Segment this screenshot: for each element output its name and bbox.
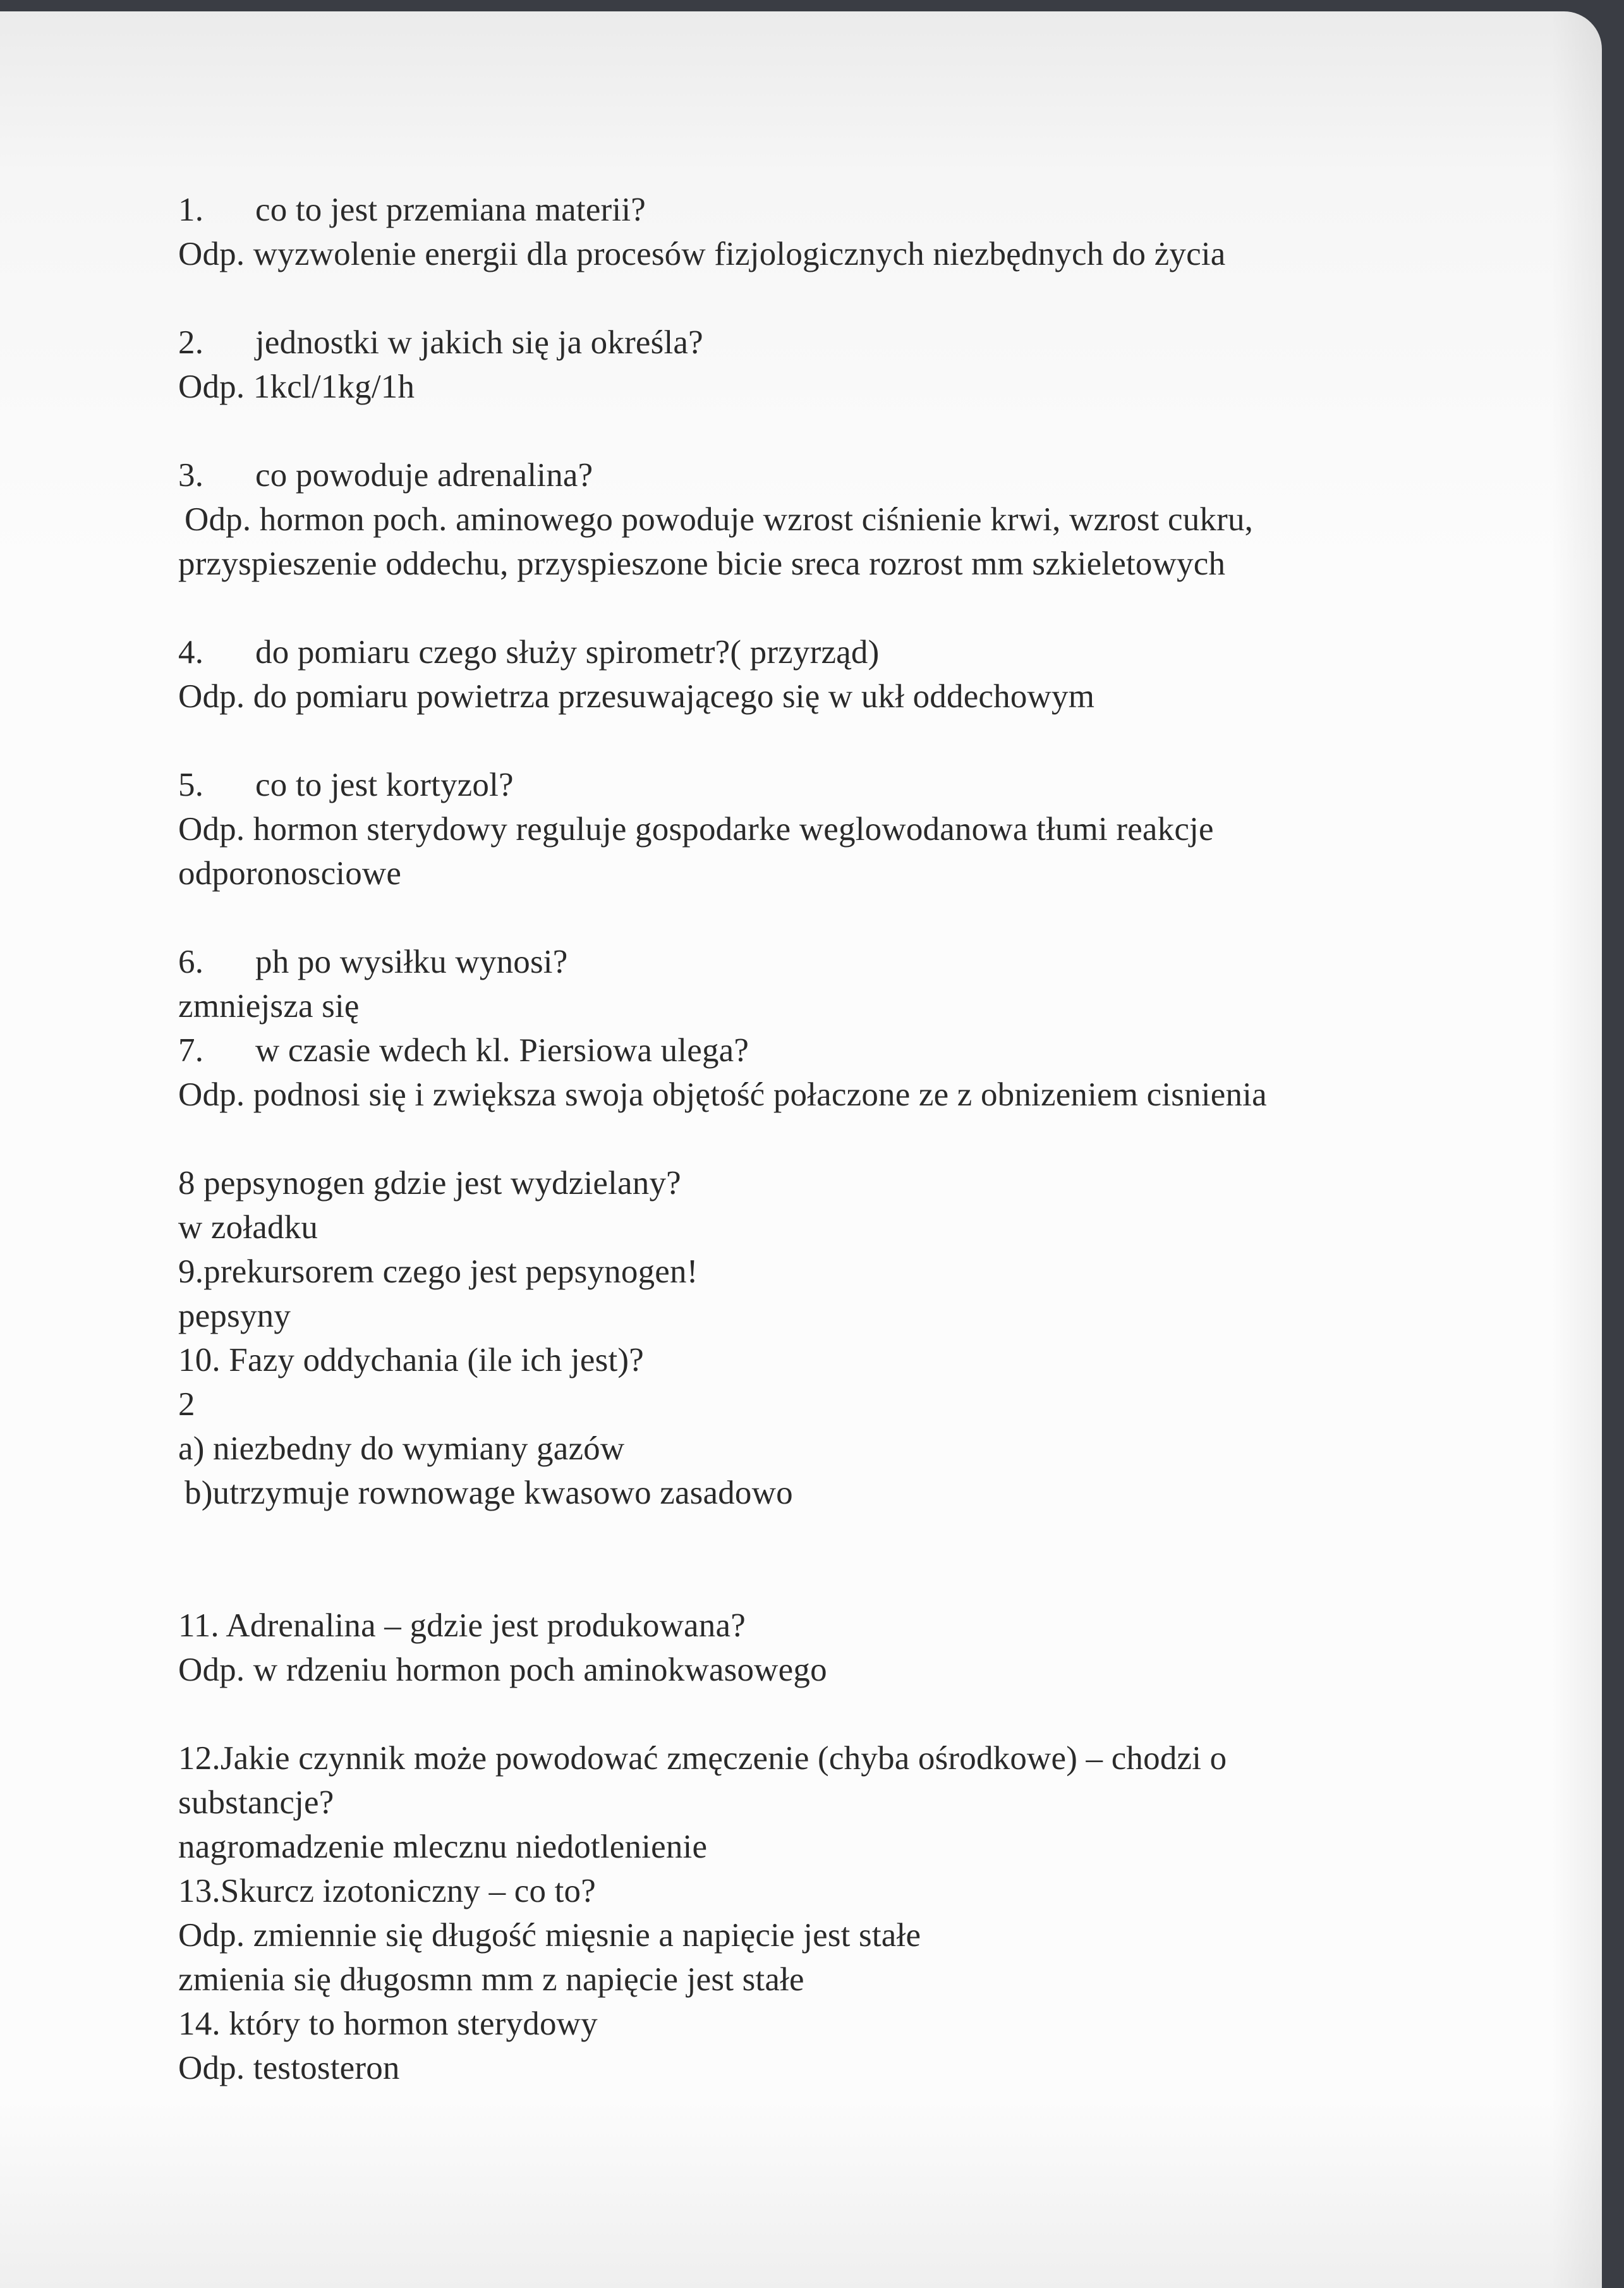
q4-question: [178, 632, 879, 672]
question-number: 5.: [178, 767, 204, 803]
q9-answer: pepsyny: [178, 1298, 291, 1334]
question-text: ph po wysiłku wynosi?: [255, 944, 568, 980]
q10-question: 10. Fazy oddychania (ile ich jest)?: [178, 1342, 644, 1378]
question-number: 3.: [178, 457, 204, 494]
q1-answer: Odp. wyzwolenie energii dla procesów fizjologicznych niezbędnych do życia: [178, 236, 1226, 272]
q13-answer-alt: zmienia się długosmn mm z napięcie jest stałe: [178, 1961, 804, 1998]
question-number: 6.: [178, 944, 204, 980]
q12-question-cont: substancje?: [178, 1784, 334, 1821]
q9-question: 9.prekursorem czego jest pepsynogen!: [178, 1253, 698, 1290]
q6-answer: zmniejsza się: [178, 988, 360, 1025]
question-number: 1.: [178, 192, 204, 228]
q3-question: [178, 455, 593, 496]
q11-answer: Odp. w rdzeniu hormon poch aminokwasowego: [178, 1652, 827, 1688]
q10-answer-a: a) niezbedny do wymiany gazów: [178, 1430, 625, 1467]
q7-question: [178, 1030, 749, 1071]
q11-question: 11. Adrenalina – gdzie jest produkowana?: [178, 1607, 746, 1644]
question-number: 2.: [178, 324, 204, 361]
question-text: w czasie wdech kl. Piersiowa ulega?: [255, 1032, 749, 1069]
question-number: 4.: [178, 634, 204, 671]
q12-answer: nagromadzenie mlecznu niedotlenienie: [178, 1829, 708, 1865]
question-text: co to jest przemiana materii?: [255, 192, 646, 228]
q6-question: [178, 942, 567, 982]
q8-answer: w zoładku: [178, 1209, 318, 1246]
q5-question: [178, 765, 514, 805]
scanned-page: [0, 11, 1602, 2288]
q7-answer: Odp. podnosi się i zwiększa swoja objętość połaczone ze z obnizeniem cisnienia: [178, 1076, 1267, 1113]
q1-question: [178, 190, 646, 230]
q5-answer: Odp. hormon sterydowy reguluje gospodarke weglowodanowa tłumi reakcje: [178, 811, 1214, 848]
q2-answer: Odp. 1kcl/1kg/1h: [178, 368, 415, 405]
q3-answer-cont: przyspieszenie oddechu, przyspieszone bicie sreca rozrost mm szkieletowych: [178, 545, 1226, 582]
q3-answer: Odp. hormon poch. aminowego powoduje wzrost ciśnienie krwi, wzrost cukru,: [185, 501, 1254, 538]
question-text: jednostki w jakich się ja określa?: [255, 324, 703, 361]
q4-answer: Odp. do pomiaru powietrza przesuwającego się w ukł oddechowym: [178, 678, 1095, 715]
q2-question: [178, 322, 703, 363]
q5-answer-cont: odporonosciowe: [178, 855, 402, 892]
question-text: co to jest kortyzol?: [255, 767, 514, 803]
q14-question: 14. który to hormon sterydowy: [178, 2005, 598, 2042]
q13-question: 13.Skurcz izotoniczny – co to?: [178, 1873, 596, 1909]
q10-answer-b: b)utrzymuje rownowage kwasowo zasadowo: [185, 1475, 793, 1511]
q14-answer: Odp. testosteron: [178, 2050, 400, 2086]
question-text: do pomiaru czego służy spirometr?( przyrząd): [255, 634, 880, 671]
question-number: 7.: [178, 1032, 204, 1069]
q10-answer: 2: [178, 1386, 195, 1423]
q13-answer: Odp. zmiennie się długość mięsnie a napięcie jest stałe: [178, 1917, 921, 1954]
q8-question: 8 pepsynogen gdzie jest wydzielany?: [178, 1165, 681, 1202]
question-text: co powoduje adrenalina?: [255, 457, 593, 494]
q12-question: 12.Jakie czynnik może powodować zmęczenie (chyba ośrodkowe) – chodzi o: [178, 1740, 1227, 1777]
